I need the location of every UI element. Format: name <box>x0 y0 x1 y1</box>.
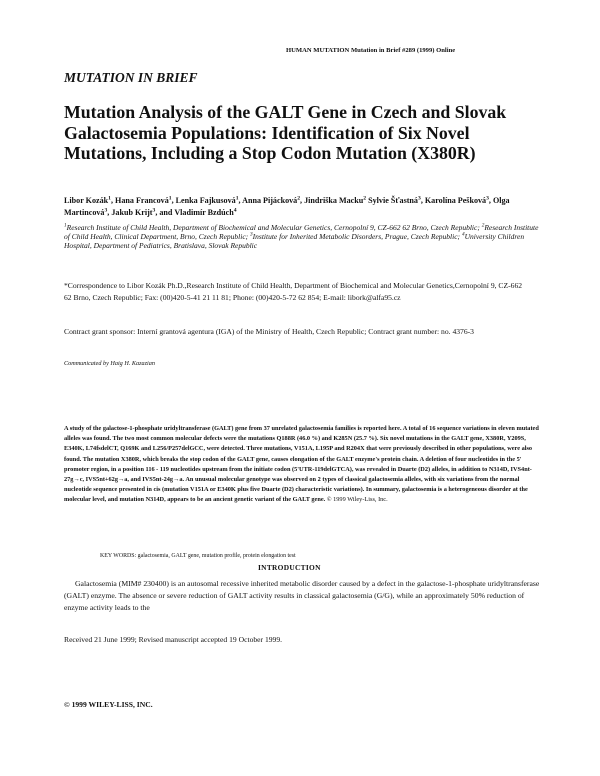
author-affiliation-marker: 1 <box>168 195 172 202</box>
author-separator: , <box>238 196 243 205</box>
author-list <box>64 195 534 218</box>
abstract <box>64 424 540 506</box>
section-heading-introduction: INTRODUCTION <box>258 563 321 572</box>
author-affiliation-marker: 1 <box>235 195 239 202</box>
grant-sponsor-note: Contract grant sponsor: Interní grantová agentura (IGA) of the Ministry of Health, Czech Republic; Contract grant number: no. 4376-3 <box>64 327 474 336</box>
author-separator: , <box>488 196 493 205</box>
author-affiliation-marker: 3 <box>104 206 108 213</box>
affiliations <box>64 224 544 251</box>
communicated-by: Communicated by Haig H. Kazazian <box>64 360 155 367</box>
author-name: Karolína Pešková <box>424 196 487 205</box>
author-name: Jakub Krijt <box>111 207 153 217</box>
affiliation-text: Research Institute of Child Health, Clinical Department, Brno, Czech Republic; <box>64 223 539 241</box>
author-name: Vladimír Bzdúch <box>174 207 234 217</box>
copyright-notice: © 1999 WILEY-LISS, INC. <box>64 700 153 709</box>
author-separator: , <box>107 207 112 217</box>
author-separator: , <box>110 196 116 205</box>
author-affiliation-marker: 3 <box>486 195 489 202</box>
keywords: KEY WORDS: galactosemia, GALT gene, mutation profile, protein elongation test <box>100 553 296 559</box>
affiliation-marker: 4 <box>461 231 465 238</box>
author-name: Lenka Fajkusová <box>175 196 236 205</box>
running-head: HUMAN MUTATION Mutation in Brief #289 (1999) Online <box>286 47 456 54</box>
author-affiliation-marker: 3 <box>417 195 421 202</box>
affiliation-text: University Children Hospital, Department of Pediatrics, Bratislava, Slovak Republic <box>64 231 525 250</box>
author-affiliation-marker: 2 <box>363 195 367 202</box>
paper-title: Mutation Analysis of the GALT Gene in Czech and Slovak Galactosemia Populations: Identification of Six Novel Mutations, Including a Stop Codon Mutation (X380R) <box>64 102 507 163</box>
author-name: Olga Martincová <box>64 196 510 217</box>
author-name: Libor Kozák <box>64 196 109 205</box>
author-affiliation-marker: 3 <box>152 206 156 213</box>
abstract-text: A study of the galactose-1-phosphate uridyltransferase (GALT) gene from 37 unrelated galactosemia families is reported here. A total of 16 sequence variations in eleven mutated alleles was found. The two most common molecular defects were the mutations Q188R (46.0 %) and K285N (25.7 %). Six novel mutations in the GALT gene, X380R, Y209S, E340K, L74fsdelCT, Q169K and L256/P257delGCC, were detected. Three mutations, V151A, L195P and R204X that were previously described in other populations, were also found. The mutation X380R, which breaks the stop codon of the GALT gene, causes elongation of the GALT enzyme's protein chain. A deletion of four nucleotides in the 5' promoter region, in a position 116 - 119 nucleotides upstream from the initiate codon (5'UTR-119delGTCA), was revealed in Duarte (D2) alleles, in addition to N314D, IVS4nt-27g→c, IVS5nt+62g→a, and IVS5nt-24g→a. An unusual molecular genotype was observed on 2 types of classical galactosemia alleles, with six variations from the normal nucleotide sequence presented in cis (mutation V151A or E340K plus five Duarte (D2) characteristic variations). In summary, galactosemia is a heterogeneous disorder at the molecular level, and mutation N314D, appears to be an ancient genetic variant of the GALT gene. <box>64 425 539 504</box>
received-dates: Received 21 June 1999; Revised manuscript accepted 19 October 1999. <box>64 635 283 644</box>
affiliation-text: Research Institute of Child Health, Department of Biochemical and Molecular Genetics, Cernopolní 9, CZ-662 62 Brno, Czech Republic; <box>66 223 482 232</box>
section-label: MUTATION IN BRIEF <box>64 70 198 85</box>
affiliation-marker: 2 <box>481 222 485 229</box>
author-affiliation-marker: 4 <box>233 206 237 213</box>
author-separator: , <box>300 196 305 205</box>
author-name: Jindriška Macku <box>304 196 364 205</box>
author-name: Sylvie Šťastná <box>368 196 418 205</box>
introduction-paragraph: Galactosemia (MIM# 230400) is an autosomal recessive inherited metabolic disorder caused by a defect in the galactose-1-phosphate uridyltransferase (GALT) enzyme. The absence or severe reduction of GALT activity results in classical galactosemia (G/G), while an approximately 50% reduction of enzyme activity leads to the <box>64 579 540 612</box>
author-name: Hana Francová <box>115 196 169 205</box>
affiliation-marker: 1 <box>64 222 67 229</box>
affiliation-marker: 3 <box>250 231 253 238</box>
author-name: Anna Pijácková <box>242 196 298 205</box>
author-affiliation-marker: 1 <box>108 195 111 202</box>
author-affiliation-marker: 2 <box>297 195 301 202</box>
correspondence-note: *Correspondence to Libor Kozák Ph.D.,Research Institute of Child Health, Department of Biochemical and Molecular Genetics,Cernopolní 9, CZ-662 62 Brno, Czech Republic; Fax: (00)420-5-41 21 11 81; Phone: (00)420-5-72 62 854; E-mail: libork@alfa95.cz <box>64 281 523 302</box>
affiliation-text: Institute for Inherited Metabolic Disorders, Prague, Czech Republic; <box>252 231 462 241</box>
abstract-copyright: © 1999 Wiley-Liss, Inc. <box>325 496 388 504</box>
author-separator: , and <box>155 207 175 217</box>
author-separator: , <box>171 196 176 205</box>
author-separator: , <box>420 196 425 205</box>
